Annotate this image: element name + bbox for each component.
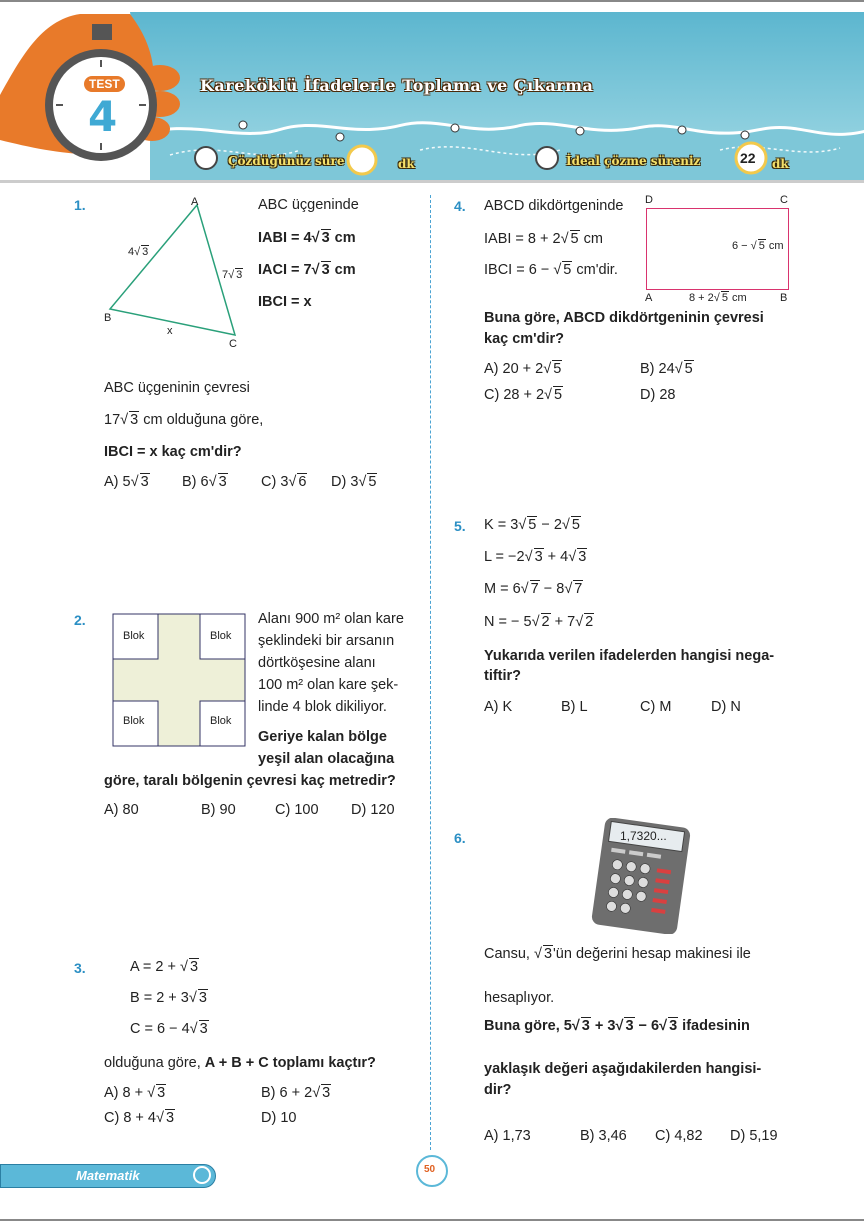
q1-option-d[interactable]: D) 3√ 5 <box>331 474 377 490</box>
block-label: Blok <box>123 715 145 727</box>
q5-k: K = 3√ 5 − 2√ 5 <box>484 517 580 533</box>
q6-question: Buna göre, 5√ 3 + 3√ 3 − 6√ 3 ifadesinin <box>484 1018 750 1034</box>
block-label: Blok <box>123 630 145 642</box>
q1-intro: ABC üçgeninde <box>258 197 359 213</box>
q4-option-d[interactable]: D) 28 <box>640 387 676 403</box>
solve-time-label: Çözdüğünüz süre <box>228 154 345 168</box>
q6-option-d[interactable]: D) 5,19 <box>730 1128 778 1144</box>
q2-option-d[interactable]: D) 120 <box>351 802 395 818</box>
vertex-b: B <box>104 312 112 324</box>
solve-time-unit: dk <box>398 157 415 171</box>
stopwatch-icon <box>193 1166 211 1184</box>
rect-side-label: 6 − √ 5 cm <box>732 240 784 252</box>
q1-line2: 17√ 3 cm olduğuna göre, <box>104 412 264 428</box>
q4-question-line: kaç cm'dir? <box>484 331 565 347</box>
q1-ac: IACI = 7√ 3 cm <box>258 262 356 278</box>
vertex-c: C <box>780 194 788 206</box>
side-bc-label: x <box>167 325 173 337</box>
q6-line2: hesaplıyor. <box>484 990 555 1006</box>
q1-ab: IABI = 4√ 3 cm <box>258 230 356 246</box>
q1-line1: ABC üçgeninin çevresi <box>104 380 250 396</box>
q2-question-line: göre, taralı bölgenin çevresi kaç metredir? <box>104 773 396 789</box>
q5-question-line: Yukarıda verilen ifadelerden hangisi nega- <box>484 648 775 664</box>
q4-option-c[interactable]: C) 28 + 2√ 5 <box>484 387 563 403</box>
q3-b: B = 2 + 3√ 3 <box>130 990 207 1006</box>
q1-option-b[interactable]: B) 6√ 3 <box>182 474 227 490</box>
q3-option-a[interactable]: A) 8 + √ 3 <box>104 1085 166 1101</box>
q1-option-a[interactable]: A) 5√ 3 <box>104 474 149 490</box>
q4-bc: IBCI = 6 − √ 5 cm'dir. <box>484 262 618 278</box>
question-number: 4. <box>454 198 466 214</box>
block-label: Blok <box>210 630 232 642</box>
rect-bottom-label: 8 + 2√ 5 cm <box>689 292 747 304</box>
q6-line1: Cansu, √ 3'ün değerini hesap makinesi ile <box>484 946 751 962</box>
ideal-time-label: İdeal çözme süreniz <box>566 154 701 168</box>
q5-m: M = 6√ 7 − 8√ 7 <box>484 581 583 597</box>
calculator-display: 1,7320... <box>620 829 667 843</box>
q4-ab: IABI = 8 + 2√ 5 cm <box>484 231 603 247</box>
q5-option-b[interactable]: B) L <box>561 699 588 715</box>
q2-text-line: linde 4 blok dikiliyor. <box>258 699 387 715</box>
q2-option-a[interactable]: A) 80 <box>104 802 139 818</box>
test-label: TEST <box>84 76 125 92</box>
q2-option-b[interactable]: B) 90 <box>201 802 236 818</box>
q1-option-c[interactable]: C) 3√ 6 <box>261 474 307 490</box>
q3-option-b[interactable]: B) 6 + 2√ 3 <box>261 1085 331 1101</box>
vertex-b: B <box>780 292 788 304</box>
page-number: 50 <box>424 1164 436 1175</box>
vertex-a: A <box>645 292 653 304</box>
q2-text-line: Alanı 900 m² olan kare <box>258 611 404 627</box>
test-number: 4 <box>88 92 118 141</box>
q4-intro: ABCD dikdörtgeninde <box>484 198 624 214</box>
page-title: Kareköklü İfadelerle Toplama ve Çıkarma <box>200 76 594 95</box>
q5-option-d[interactable]: D) N <box>711 699 741 715</box>
q6-option-a[interactable]: A) 1,73 <box>484 1128 531 1144</box>
q6-option-c[interactable]: C) 4,82 <box>655 1128 703 1144</box>
q6-option-b[interactable]: B) 3,46 <box>580 1128 627 1144</box>
q4-option-b[interactable]: B) 24√ 5 <box>640 361 693 377</box>
q5-question-line: tiftir? <box>484 668 522 684</box>
q5-option-c[interactable]: C) M <box>640 699 672 715</box>
q2-question-line: Geriye kalan bölge <box>258 729 387 745</box>
q1-question: IBCI = x kaç cm'dir? <box>104 444 242 460</box>
question-number: 2. <box>74 612 86 628</box>
q1-bc: IBCI = x <box>258 294 312 310</box>
question-number: 1. <box>74 197 86 213</box>
q6-question-line: dir? <box>484 1082 512 1098</box>
column-divider <box>430 195 431 1150</box>
q3-option-c[interactable]: C) 8 + 4√ 3 <box>104 1110 175 1126</box>
q4-option-a[interactable]: A) 20 + 2√ 5 <box>484 361 562 377</box>
vertex-c: C <box>229 338 237 350</box>
q4-question-line: Buna göre, ABCD dikdörtgeninin çevresi <box>484 310 764 326</box>
q5-option-a[interactable]: A) K <box>484 699 513 715</box>
vertex-d: D <box>645 194 653 206</box>
question-number: 5. <box>454 518 466 534</box>
q3-line: olduğuna göre, A + B + C toplamı kaçtır? <box>104 1055 376 1071</box>
bottom-border <box>0 1219 864 1221</box>
q2-text-line: şeklindeki bir arsanın <box>258 633 395 649</box>
q2-option-c[interactable]: C) 100 <box>275 802 319 818</box>
side-ab-label: 4√ 3 <box>128 246 149 258</box>
vertex-a: A <box>191 196 199 208</box>
side-ac-label: 7√ 3 <box>222 269 243 281</box>
block-label: Blok <box>210 715 232 727</box>
q2-text-line: dörtköşesine alanı <box>258 655 376 671</box>
q2-text-line: 100 m² olan kare şek- <box>258 677 399 693</box>
q5-n: N = − 5√ 2 + 7√ 2 <box>484 614 594 630</box>
q3-option-d[interactable]: D) 10 <box>261 1110 297 1126</box>
question-number: 6. <box>454 830 466 846</box>
subject-label: Matematik <box>76 1168 140 1183</box>
ideal-time-unit: dk <box>772 157 789 171</box>
q2-question-line: yeşil alan olacağına <box>258 751 395 767</box>
question-number: 3. <box>74 960 86 976</box>
q3-a: A = 2 + √ 3 <box>130 959 199 975</box>
q6-question-line: yaklaşık değeri aşağıdakilerden hangisi- <box>484 1061 762 1077</box>
q5-l: L = −2√ 3 + 4√ 3 <box>484 549 587 565</box>
ideal-time-value: 22 <box>740 150 756 166</box>
q3-c: C = 6 − 4√ 3 <box>130 1021 208 1037</box>
